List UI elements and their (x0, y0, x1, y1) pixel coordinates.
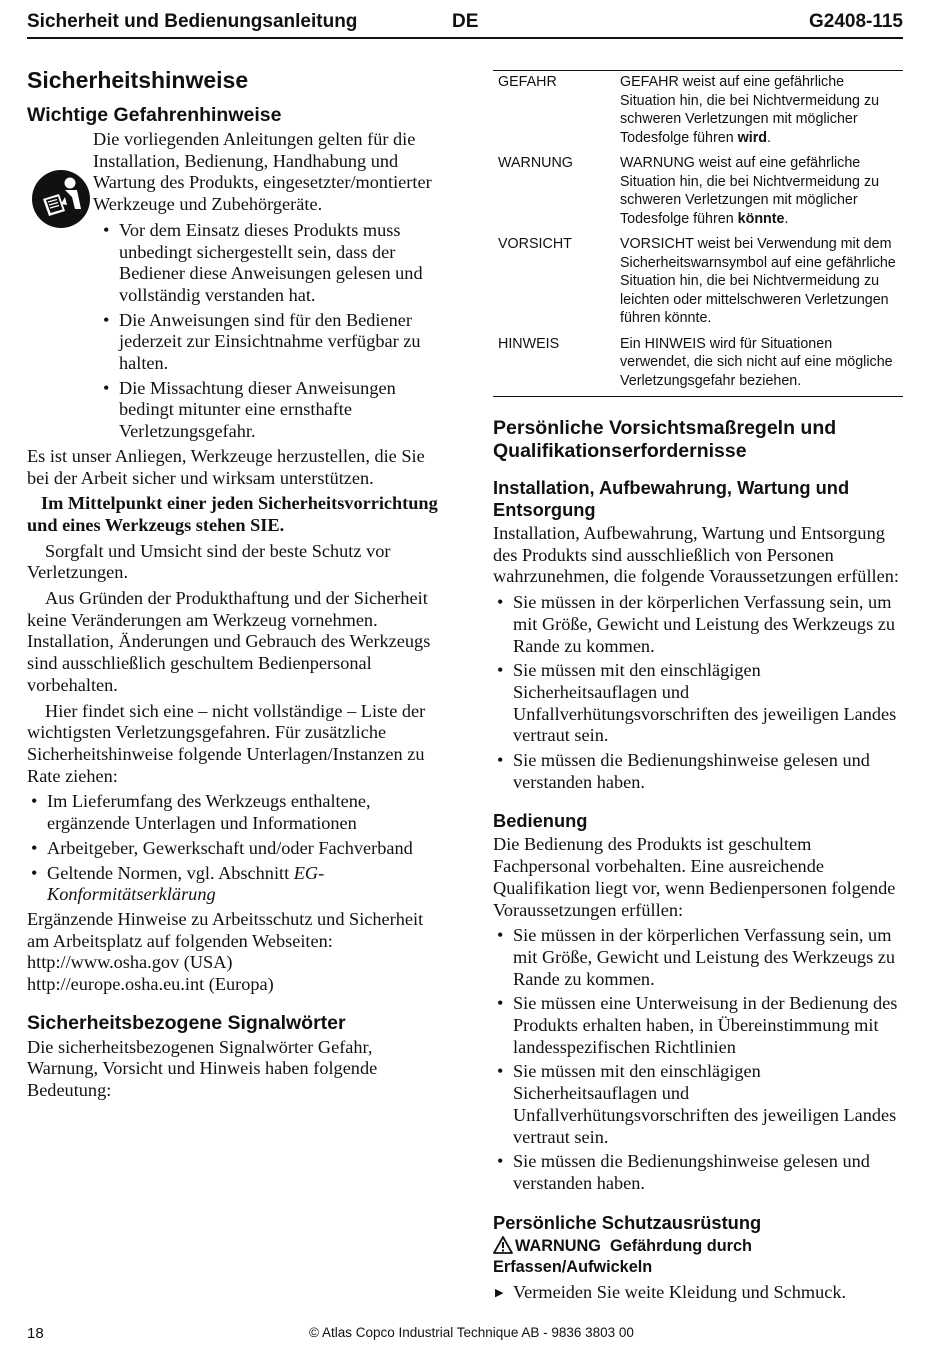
operation-list (493, 925, 903, 1194)
list-item: ▶ Vermeiden Sie weite Kleidung und Schmuck. (493, 1282, 903, 1304)
table-row (493, 154, 903, 228)
list-item: • Sie müssen mit den einschlägigen Sicherheitsauflagen und Unfallverhütungsvorschriften des jeweiligen Landes vertraut sein. (493, 660, 903, 747)
warning-word: WARNUNG (515, 1236, 601, 1255)
header-doc-id: G2408-115 (808, 11, 903, 32)
intro-paragraph: Die vorliegenden Anleitungen gelten für die Installation, Bedienung, Handhabung und Wartung des Produkts, eingesetzter/montierter Werkzeuge und Zubehörgeräte. (93, 129, 432, 215)
personal-precautions-heading: Persönliche Vorsichtsmaßregeln und Qualifikationserfordernisse (493, 417, 837, 462)
sources-list (27, 791, 439, 906)
list-item: • Sie müssen in der körperlichen Verfassung sein, um mit Größe, Gewicht und Leistung des Werkzeugs zu Rande zu kommen. (493, 925, 903, 990)
paragraph-produkthaftung: Aus Gründen der Produkthaftung und der Sicherheit keine Veränderungen am Werkzeug vornehmen. Installation, Änderungen und Gebrauch des Werkzeugs sind ausschließlich geschultem Bedienpersonal vorbehalten. (27, 588, 431, 695)
hazards-heading: Wichtige Gefahrenhinweise (27, 104, 282, 126)
page-header (27, 9, 903, 39)
list-item: • Die Anweisungen sind für den Bediener jederzeit zur Einsichtnahme verfügbar zu halten. (99, 310, 439, 375)
signal-description: GEFAHR weist auf eine gefährliche Situation hin, die bei Nichtvermeidung zu schweren Verletzungen mit möglicher Todesfolge führen wird. (620, 74, 880, 146)
signal-description: Ein HINWEIS wird für Situationen verwendet, die sich nicht auf eine mögliche Verletzungsgefahr beziehen. (620, 335, 893, 389)
copyright: © Atlas Copco Industrial Technique AB - 9836 3803 00 (309, 1325, 634, 1340)
list-item: • Sie müssen die Bedienungshinweise gelesen und verstanden haben. (493, 750, 903, 793)
list-item: • Die Missachtung dieser Anweisungen bedingt mitunter eine ernsthafte Verletzungsgefahr. (99, 378, 439, 443)
table-row (493, 335, 903, 391)
right-column (493, 62, 903, 1303)
list-item: • Sie müssen mit den einschlägigen Sicherheitsauflagen und Unfallverhütungsvorschriften des jeweiligen Landes vertraut sein. (493, 1061, 903, 1148)
signal-term: HINWEIS (498, 335, 560, 352)
signal-description: WARNUNG weist auf eine gefährliche Situation hin, die bei Nichtvermeidung zu schweren Verletzungen mit möglicher Todesfolge führen könnte. (620, 155, 880, 227)
list-item: • Sie müssen eine Unterweisung in der Bedienung des Produkts erhalten haben, in Übereinstimmung mit landesspezifischen Richtlinien (493, 993, 903, 1058)
norm-reference: EG-Konformitätserklärung (47, 862, 325, 905)
installation-heading: Installation, Aufbewahrung, Wartung und Entsorgung (493, 477, 850, 520)
header-title: Sicherheit und Bedienungsanleitung (27, 11, 358, 32)
paragraph-sorgfalt: Sorgfalt und Umsicht sind der beste Schutz vor Verletzungen. (27, 540, 391, 583)
intro-block (27, 129, 439, 443)
list-item: • Arbeitgeber, Gewerkschaft und/oder Fachverband (27, 838, 439, 860)
operation-heading: Bedienung (493, 810, 588, 832)
url-europe: http://europe.osha.eu.int (Europa) (27, 974, 274, 995)
signal-words-heading: Sicherheitsbezogene Signalwörter (27, 1011, 346, 1034)
section-title: Sicherheitshinweise (27, 67, 249, 93)
table-row (493, 73, 903, 147)
paragraph-installation: Installation, Aufbewahrung, Wartung und Entsorgung des Produkts sind ausschließlich von Personen wahrzunehmen, die folgende Voraussetzungen erfüllen: (493, 523, 899, 587)
paragraph-ergaenzend: Ergänzende Hinweise zu Arbeitsschutz und Sicherheit am Arbeitsplatz auf folgenden Webseiten: (27, 908, 424, 951)
url-usa: http://www.osha.gov (USA) (27, 952, 233, 973)
signal-term: VORSICHT (498, 236, 572, 252)
paragraph-operation: Die Bedienung des Produkts ist geschultem Fachpersonal vorbehalten. Eine ausreichende Qualifikation liegt vor, wenn Bedienpersonen folgende Voraussetzungen erfüllen: (493, 834, 896, 920)
warning-block (493, 1236, 903, 1278)
installation-list (493, 592, 903, 793)
page-footer (27, 1325, 903, 1345)
list-item: • Sie müssen in der körperlichen Verfassung sein, um mit Größe, Gewicht und Leistung des Werkzeugs zu Rande zu kommen. (493, 592, 903, 657)
list-item: • Sie müssen die Bedienungshinweise gelesen und verstanden haben. (493, 1151, 903, 1194)
header-language: DE (452, 11, 479, 32)
norm-prefix: Geltende Normen, vgl. Abschnitt (47, 862, 294, 883)
page-number: 18 (27, 1325, 44, 1342)
paragraph-anliegen: Es ist unser Anliegen, Werkzeuge herzustellen, die Sie bei der Arbeit sicher und wirksam unterstützen. (27, 445, 425, 488)
intro-list (99, 220, 439, 443)
paragraph-mittelpunkt: Im Mittelpunkt einer jeden Sicherheitsvorrichtung und eines Werkzeugs stehen SIE. (27, 493, 438, 535)
list-item: • Im Lieferumfang des Werkzeugs enthaltene, ergänzende Unterlagen und Informationen (27, 791, 439, 834)
signal-term: GEFAHR (498, 74, 557, 90)
list-item: • Vor dem Einsatz dieses Produkts muss unbedingt sichergestellt sein, dass der Bediener diese Anweisungen gelesen und vollständig verstanden hat. (99, 220, 439, 307)
list-item (27, 863, 439, 906)
table-row (493, 235, 903, 328)
read-manual-icon (31, 169, 91, 229)
signal-term: WARNUNG (498, 155, 573, 171)
protective-equipment-heading: Persönliche Schutzausrüstung (493, 1211, 762, 1233)
warning-actions (493, 1282, 903, 1304)
signal-words-table (493, 70, 903, 397)
warning-triangle-icon (493, 1236, 513, 1254)
paragraph-signal: Die sicherheitsbezogenen Signalwörter Gefahr, Warnung, Vorsicht und Hinweis haben folgende Bedeutung: (27, 1036, 378, 1101)
paragraph-liste: Hier findet sich eine – nicht vollständige – Liste der wichtigsten Verletzungsgefahren. Für zusätzliche Sicherheitshinweise folgende Unterlagen/Instanzen zu Rate ziehen: (27, 700, 426, 786)
signal-description: VORSICHT weist bei Verwendung mit dem Sicherheitswarnsymbol auf eine gefährliche Situation hin, die bei Nichtvermeidung zu leichten oder mittelschweren Verletzungen führen könnte. (620, 236, 896, 326)
left-column (27, 62, 439, 1102)
warning-title: Gefährdung durch Erfassen/Aufwickeln (493, 1236, 752, 1276)
